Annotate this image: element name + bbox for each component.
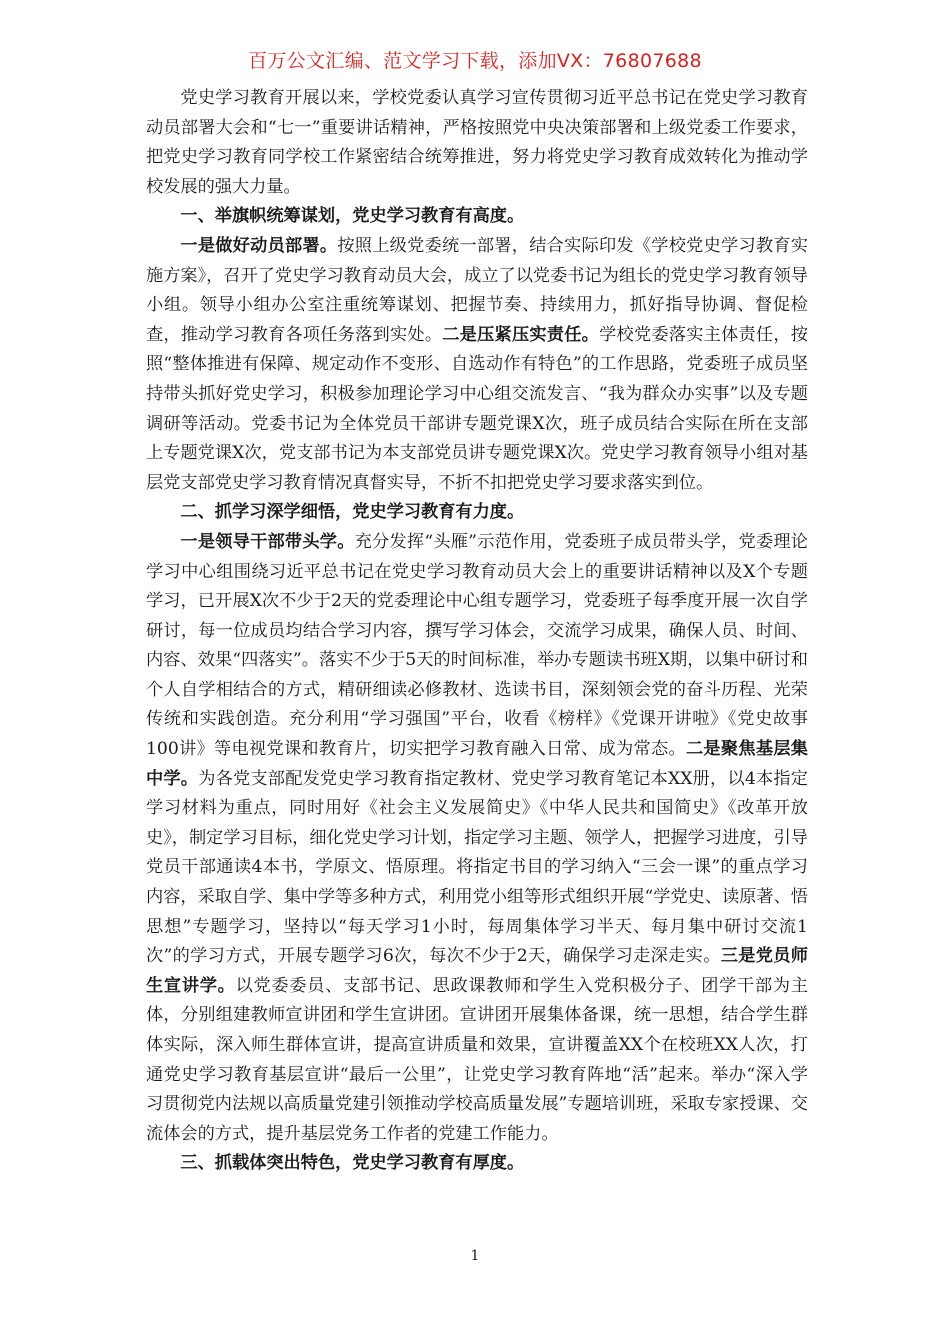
- point-text: 为各党支部配发党史学习教育指定教材、党史学习教育笔记本XX册，以4本指定学习材料为重点，同时用好《社会主义发展简史》《中华人民共和国简史》《改革开放史》，制定学习目标，细化党史学习计划，指定学习主题、领学人，把握学习进度，引导党员干部通读4本书，学原文、悟原理。将指定书目的学习纳入“三会一课”的重点学习内容，采取自学、集中学等多种方式，利用党小组等形式组织开展“学党史、读原著、悟思想”专题学习，坚持以“每天学习1小时，每周集体学习半天、每月集中研讨交流1次”的学习方式，开展专题学习6次，每次不少于2天，确保学习走深走实。: [146, 768, 808, 967]
- section-heading-3: [146, 1149, 808, 1179]
- heading-text: 三、抓载体突出特色，党史学习教育有厚度。: [180, 1153, 525, 1174]
- page-number: 1: [470, 1248, 480, 1264]
- point-text: 充分发挥“头雁”示范作用，党委班子成员带头学，党委理论学习中心组围绕习近平总书记在党史学习教育动员大会上的重要讲话精神以及X个专题学习，已开展X次不少于2天的党委理论中心组专题学习，党委班子每季度开展一次自学研讨，每一位成员均结合学习内容，撰写学习体会，交流学习成果，确保人员、时间、内容、效果“四落实”。落实不少于5天的时间标准，举办专题读书班X期，以集中研讨和个人自学相结合的方式，精研细读必修教材、选读书目，深刻领会党的奋斗历程、光荣传统和实践创造。充分利用“学习强国”平台，收看《榜样》《党课开讲啦》《党史故事100讲》等电视党课和教育片，切实把学习教育融入日常、成为常态。: [146, 531, 808, 760]
- section-heading-1: [146, 202, 808, 232]
- point-text: 以党委委员、支部书记、思政课教师和学生入党积极分子、团学干部为主体，分别组建教师宣讲团和学生宣讲团。宣讲团开展集体备课，统一思想，结合学生群体实际，深入师生群体宣讲，提高宣讲质量和效果，宣讲覆盖XX个在校班XX人次，打通党史学习教育基层宣讲“最后一公里”，让党史学习教育阵地“活”起来。举办“深入学习贯彻党内法规以高质量党建引领推动学校高质量发展”专题培训班，采取专家授课、交流体会的方式，提升基层党务工作者的党建工作能力。: [146, 975, 808, 1144]
- intro-paragraph: 党史学习教育开展以来，学校党委认真学习宣传贯彻习近平总书记在党史学习教育动员部署大会和“七一”重要讲话精神，严格按照党中央决策部署和上级党委工作要求，把党史学习教育同学校工作紧密结合统筹推进，努力将党史学习教育成效转化为推动学校发展的强大力量。: [146, 88, 808, 197]
- heading-text: 二、抓学习深学细悟，党史学习教育有力度。: [180, 502, 525, 523]
- section-1-paragraph: [146, 232, 808, 498]
- heading-text: 一、举旗帜统筹谋划，党史学习教育有高度。: [180, 206, 525, 227]
- section-heading-2: [146, 498, 808, 528]
- header-banner: 百万公文汇编、范文学习下载，添加VX：76807688: [248, 50, 702, 72]
- point-title: 一是做好动员部署。: [180, 235, 338, 256]
- point-text: 学校党委落实主体责任，按照“整体推进有保障、规定动作不变形、自选动作有特色”的工作思路，党委班子成员坚持带头抓好党史学习，积极参加理论学习中心组交流发言、“我为群众办实事”以及专题调研等活动。党委书记为全体党员干部讲专题党课X次，班子成员结合实际在所在支部上专题党课X次，党支部书记为本支部党员讲专题党课X次。党史学习教育领导小组对基层党支部党史学习教育情况真督实导，不折不扣把党史学习要求落实到位。: [146, 324, 808, 493]
- document-body: [146, 84, 808, 1179]
- point-text: 按照上级党委统一部署，结合实际印发《学校党史学习教育实施方案》，召开了党史学习教育动员大会，成立了以党委书记为组长的党史学习教育领导小组。领导小组办公室注重统筹谋划、把握节奏、持续用力，抓好指导协调、督促检查，推动学习教育各项任务落到实处。: [146, 235, 808, 345]
- point-title: 三是党员师生宣讲学。: [146, 946, 808, 996]
- section-2-paragraph: [146, 528, 808, 1149]
- point-title: 二是压紧压实责任。: [442, 324, 600, 345]
- point-title: 一是领导干部带头学。: [180, 531, 355, 552]
- point-title: 二是聚焦基层集中学。: [146, 739, 808, 789]
